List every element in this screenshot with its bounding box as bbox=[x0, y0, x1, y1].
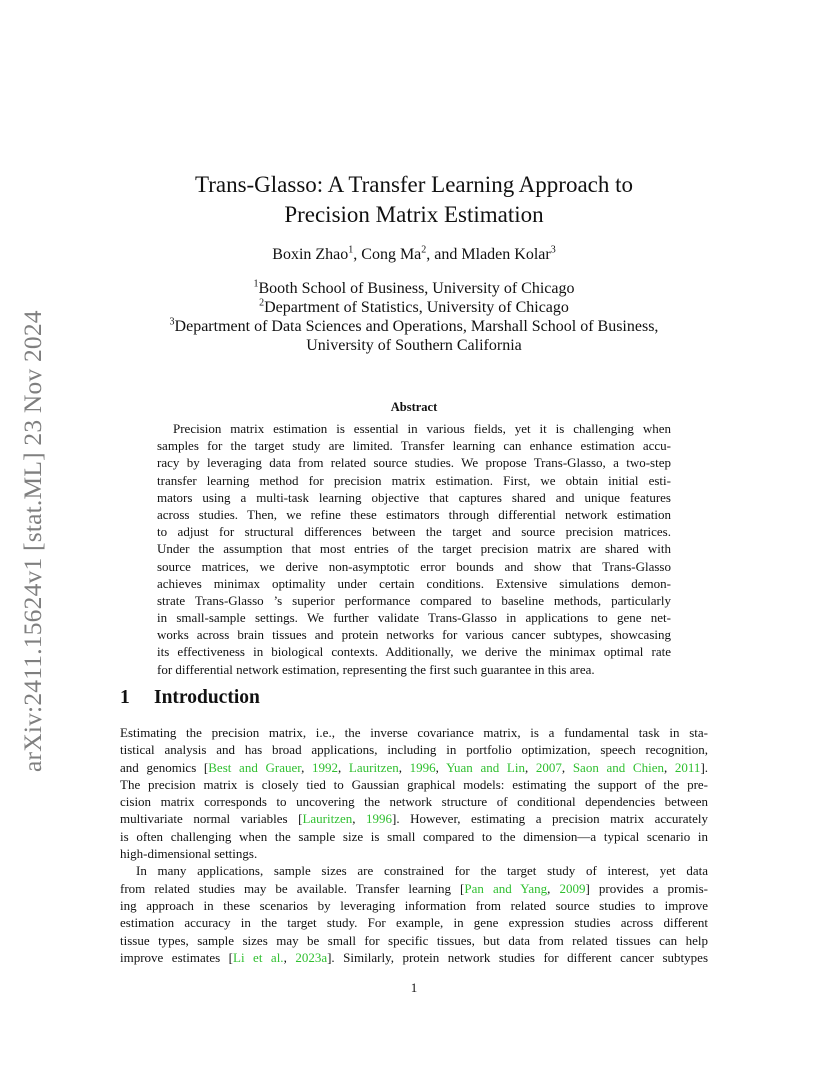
affiliation-marker: 3 bbox=[550, 244, 556, 256]
citation-link[interactable]: Lauritzen bbox=[348, 759, 399, 775]
body-line: ing approach in these scenarios by leveraging information from related source studies to improve bbox=[120, 897, 708, 913]
abstract-line: for differential network estimation, representing the first such guarantee in this area. bbox=[157, 661, 595, 677]
text-run: , bbox=[547, 880, 560, 896]
body-line: Estimating the precision matrix, i.e., the inverse covariance matrix, is a fundamental task in sta- bbox=[120, 725, 708, 740]
page-number: 1 bbox=[410, 980, 418, 995]
text-run: and genomics [ bbox=[120, 759, 209, 775]
author-separator: , and bbox=[426, 246, 462, 263]
citation-link[interactable]: 1992 bbox=[311, 759, 338, 775]
abstract-line: works across brain tissues and protein networks for various cancer subtypes, showcasing bbox=[157, 627, 671, 643]
body-line bbox=[120, 759, 708, 776]
text-run: , bbox=[398, 759, 410, 775]
paper-title bbox=[120, 170, 708, 230]
citation-link[interactable]: 2009 bbox=[559, 880, 586, 896]
body-line: tistical analysis and has broad applications, including in portfolio optimization, speech recognition, bbox=[120, 742, 708, 758]
citation-link[interactable]: 1996 bbox=[366, 811, 393, 827]
affiliation bbox=[120, 336, 708, 355]
text-run: , bbox=[663, 759, 675, 775]
author-name: Cong Ma bbox=[361, 246, 422, 263]
abstract-line: samples for the target study are limited. Transfer learning can enhance estimation accu- bbox=[157, 438, 671, 454]
affiliation-text: University of Southern California bbox=[306, 337, 522, 354]
affiliation-marker: 3 bbox=[169, 316, 175, 328]
abstract-line: its effectiveness in biological contexts. Additionally, we derive the minimax optimal rate bbox=[157, 644, 671, 660]
abstract-line: Under the assumption that most entries of the target precision matrix are shared with bbox=[157, 541, 671, 557]
abstract-line: Precision matrix estimation is essential in various fields, yet it is challenging when bbox=[173, 421, 671, 436]
affiliation-text: Department of Statistics, University of Chicago bbox=[264, 299, 569, 316]
text-run: ]. bbox=[700, 759, 708, 775]
citation-link[interactable]: Saon and Chien bbox=[572, 759, 664, 775]
affiliation bbox=[120, 298, 708, 317]
author-name: Mladen Kolar bbox=[461, 246, 551, 263]
abstract-line: strate Trans-Glasso ’s superior performance compared to baseline methods, particularly bbox=[157, 592, 671, 608]
text-run: , bbox=[283, 949, 296, 965]
citation-link[interactable]: Li et al. bbox=[233, 949, 284, 965]
body-line: cision matrix corresponds to uncovering the network structure of conditional dependencies between bbox=[120, 794, 708, 810]
affiliation-list bbox=[120, 279, 708, 355]
abstract-line: racy by leveraging data from related source studies. We propose Trans-Glasso, a two-step bbox=[157, 455, 671, 471]
section-title: Introduction bbox=[154, 687, 260, 708]
body-line: estimation accuracy in the target study. For example, in gene expression studies across different bbox=[120, 915, 708, 931]
abstract-body bbox=[157, 420, 671, 678]
section-number: 1 bbox=[120, 687, 130, 708]
text-run: ] provides a promis- bbox=[585, 880, 708, 896]
affiliation bbox=[120, 279, 708, 298]
affiliation-marker: 1 bbox=[348, 244, 354, 256]
text-run: improve estimates [ bbox=[120, 949, 234, 965]
body-line: The precision matrix is closely tied to Gaussian graphical models: estimating the support of the pre- bbox=[120, 776, 708, 792]
abstract-line: achieves minimax optimality under certain conditions. Extensive simulations demon- bbox=[157, 575, 671, 591]
author-separator: , bbox=[353, 246, 362, 263]
body-line bbox=[120, 880, 708, 897]
body-line bbox=[120, 949, 708, 966]
body-line: high-dimensional settings. bbox=[120, 846, 258, 862]
abstract-line: transfer learning method for precision matrix estimation. First, we obtain initial esti- bbox=[157, 472, 671, 488]
text-run: from related studies may be available. Transfer learning [ bbox=[120, 880, 465, 896]
citation-link[interactable]: Pan and Yang bbox=[464, 880, 548, 896]
affiliation-text: Department of Data Sciences and Operations, Marshall School of Business, bbox=[174, 318, 659, 335]
section-heading bbox=[120, 687, 260, 709]
abstract-line: in small-sample settings. We further validate Trans-Glasso in applications to gene net- bbox=[157, 610, 671, 626]
text-run: , bbox=[435, 759, 447, 775]
abstract-line: source matrices, we derive non-asymptotic error bounds and show that Trans-Glasso bbox=[157, 558, 671, 574]
affiliation-marker: 2 bbox=[259, 297, 265, 309]
arxiv-identifier-stamp: arXiv:2411.15624v1 [stat.ML] 23 Nov 2024 bbox=[18, 310, 47, 772]
title-line: Trans-Glasso: A Transfer Learning Approach to bbox=[194, 172, 634, 197]
author-name: Boxin Zhao bbox=[272, 246, 349, 263]
text-run: , bbox=[561, 759, 573, 775]
body-line: In many applications, sample sizes are constrained for the target study of interest, yet data bbox=[136, 863, 708, 879]
citation-link[interactable]: 1996 bbox=[409, 759, 436, 775]
introduction-body bbox=[120, 724, 708, 966]
body-line bbox=[120, 810, 708, 827]
body-line: tissue types, sample sizes may be small for specific tissues, but data from related tissues can help bbox=[120, 932, 708, 948]
citation-link[interactable]: Lauritzen bbox=[302, 811, 353, 827]
title-line: Precision Matrix Estimation bbox=[284, 202, 544, 227]
text-run: ]. However, estimating a precision matrix accurately bbox=[392, 811, 708, 827]
affiliation-marker: 1 bbox=[253, 278, 259, 290]
text-run: multivariate normal variables [ bbox=[120, 811, 303, 827]
text-run: , bbox=[301, 759, 312, 775]
affiliation bbox=[120, 317, 708, 336]
text-run: ]. Similarly, protein network studies for different cancer subtypes bbox=[327, 949, 708, 965]
body-line: is often challenging when the sample size is small compared to the dimension—a typical scenario in bbox=[120, 828, 708, 844]
abstract-line: mators using a multi-task learning objective that captures shared and unique features bbox=[157, 489, 671, 505]
abstract-line: across studies. Then, we refine these estimators through differential network estimation bbox=[157, 506, 671, 522]
citation-link[interactable]: Best and Grauer bbox=[208, 759, 302, 775]
affiliation-marker: 2 bbox=[421, 244, 427, 256]
abstract-heading: Abstract bbox=[390, 400, 438, 414]
citation-link[interactable]: Yuan and Lin bbox=[446, 759, 525, 775]
citation-link[interactable]: 2011 bbox=[674, 759, 701, 775]
text-run: , bbox=[352, 811, 367, 827]
citation-link[interactable]: 2023a bbox=[295, 949, 328, 965]
affiliation-text: Booth School of Business, University of Chicago bbox=[258, 280, 575, 297]
text-run: , bbox=[524, 759, 536, 775]
author-list bbox=[120, 245, 708, 265]
citation-link[interactable]: 2007 bbox=[535, 759, 562, 775]
text-run: , bbox=[337, 759, 349, 775]
abstract-line: to adjust for structural differences between the target and source precision matrices. bbox=[157, 524, 671, 540]
